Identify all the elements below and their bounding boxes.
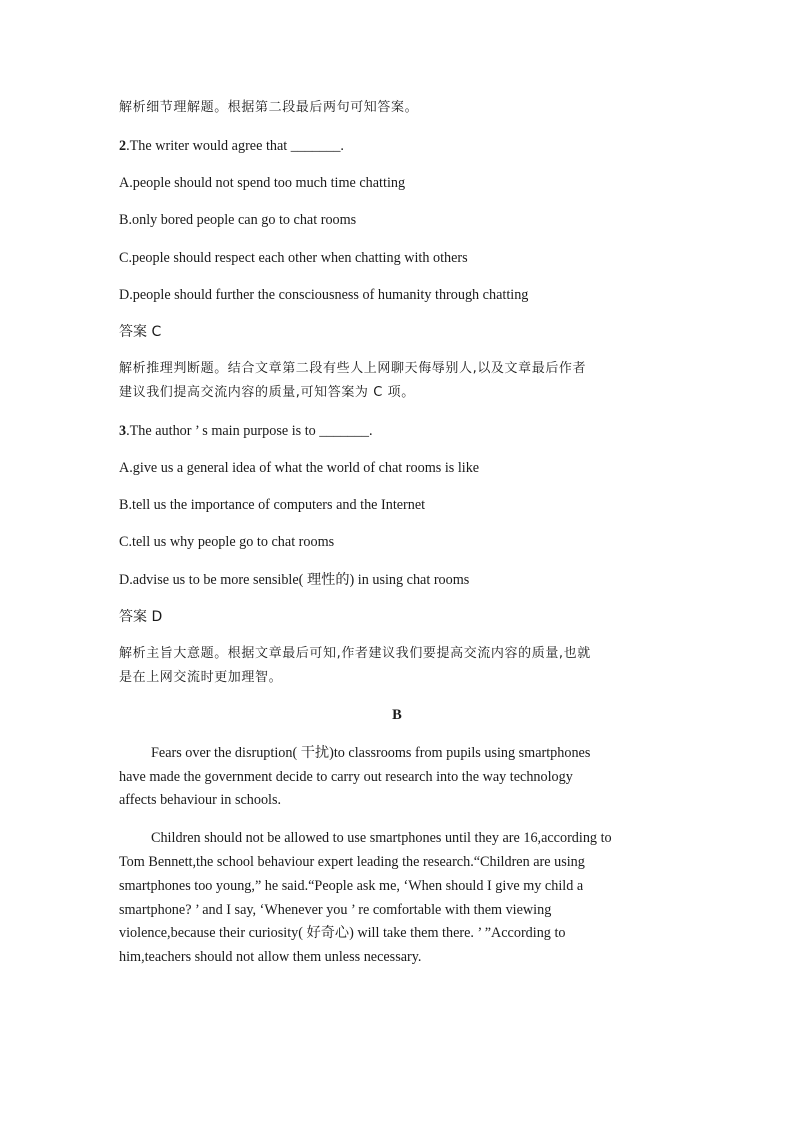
q3-analysis-line1: 解析主旨大意题。根据文章最后可知,作者建议我们要提高交流内容的质量,也就 xyxy=(119,646,591,661)
q2-option-c: C.people should respect each other when chatting with others xyxy=(119,250,468,266)
q3-analysis-line2: 是在上网交流时更加理智。 xyxy=(119,670,283,685)
q3-stem-text: .The author ’ s main purpose is to _______. xyxy=(126,423,373,439)
q3-stem xyxy=(119,421,373,441)
para2-line4: smartphone? ’ and I say, ‘Whenever you ’ re comfortable with them viewing xyxy=(119,902,552,918)
q2-stem xyxy=(119,136,344,156)
q2-option-d: D.people should further the consciousness of humanity through chatting xyxy=(119,287,529,303)
q3-option-b: B.tell us the importance of computers and the Internet xyxy=(119,497,426,513)
para1-line3: affects behaviour in schools. xyxy=(119,792,282,808)
para1-line2: have made the government decide to carry out research into the way technology xyxy=(119,769,573,785)
q3-option-d: D.advise us to be more sensible( 理性的) in using chat rooms xyxy=(119,572,470,588)
para2-line1: Children should not be allowed to use smartphones until they are 16,according to xyxy=(151,830,612,846)
q3-number: 3 xyxy=(119,423,127,439)
q2-number: 2 xyxy=(119,138,127,154)
q3-answer: 答案 D xyxy=(119,609,163,625)
para2-line6: him,teachers should not allow them unless necessary. xyxy=(119,949,422,965)
q2-option-b: B.only bored people can go to chat rooms xyxy=(119,212,357,228)
q2-analysis-line1: 解析推理判断题。结合文章第二段有些人上网聊天侮辱别人,以及文章最后作者 xyxy=(119,361,587,376)
para2-line5: violence,because their curiosity( 好奇心) will take them there. ’ ”According to xyxy=(119,925,566,941)
q2-option-a: A.people should not spend too much time chatting xyxy=(119,175,406,191)
q3-option-c: C.tell us why people go to chat rooms xyxy=(119,534,335,550)
q2-stem-text: .The writer would agree that _______. xyxy=(126,138,344,154)
q3-option-a: A.give us a general idea of what the world of chat rooms is like xyxy=(119,460,480,476)
section-b-title: B xyxy=(392,707,402,723)
q2-analysis-line2: 建议我们提高交流内容的质量,可知答案为 C 项。 xyxy=(119,385,415,400)
para1-line1: Fears over the disruption( 干扰)to classrooms from pupils using smartphones xyxy=(151,745,591,761)
q1-analysis: 解析细节理解题。根据第二段最后两句可知答案。 xyxy=(119,100,419,115)
para2-line3: smartphones too young,” he said.“People ask me, ‘When should I give my child a xyxy=(119,878,584,894)
q2-answer: 答案 C xyxy=(119,324,162,340)
para2-line2: Tom Bennett,the school behaviour expert leading the research.“Children are using xyxy=(119,854,585,870)
